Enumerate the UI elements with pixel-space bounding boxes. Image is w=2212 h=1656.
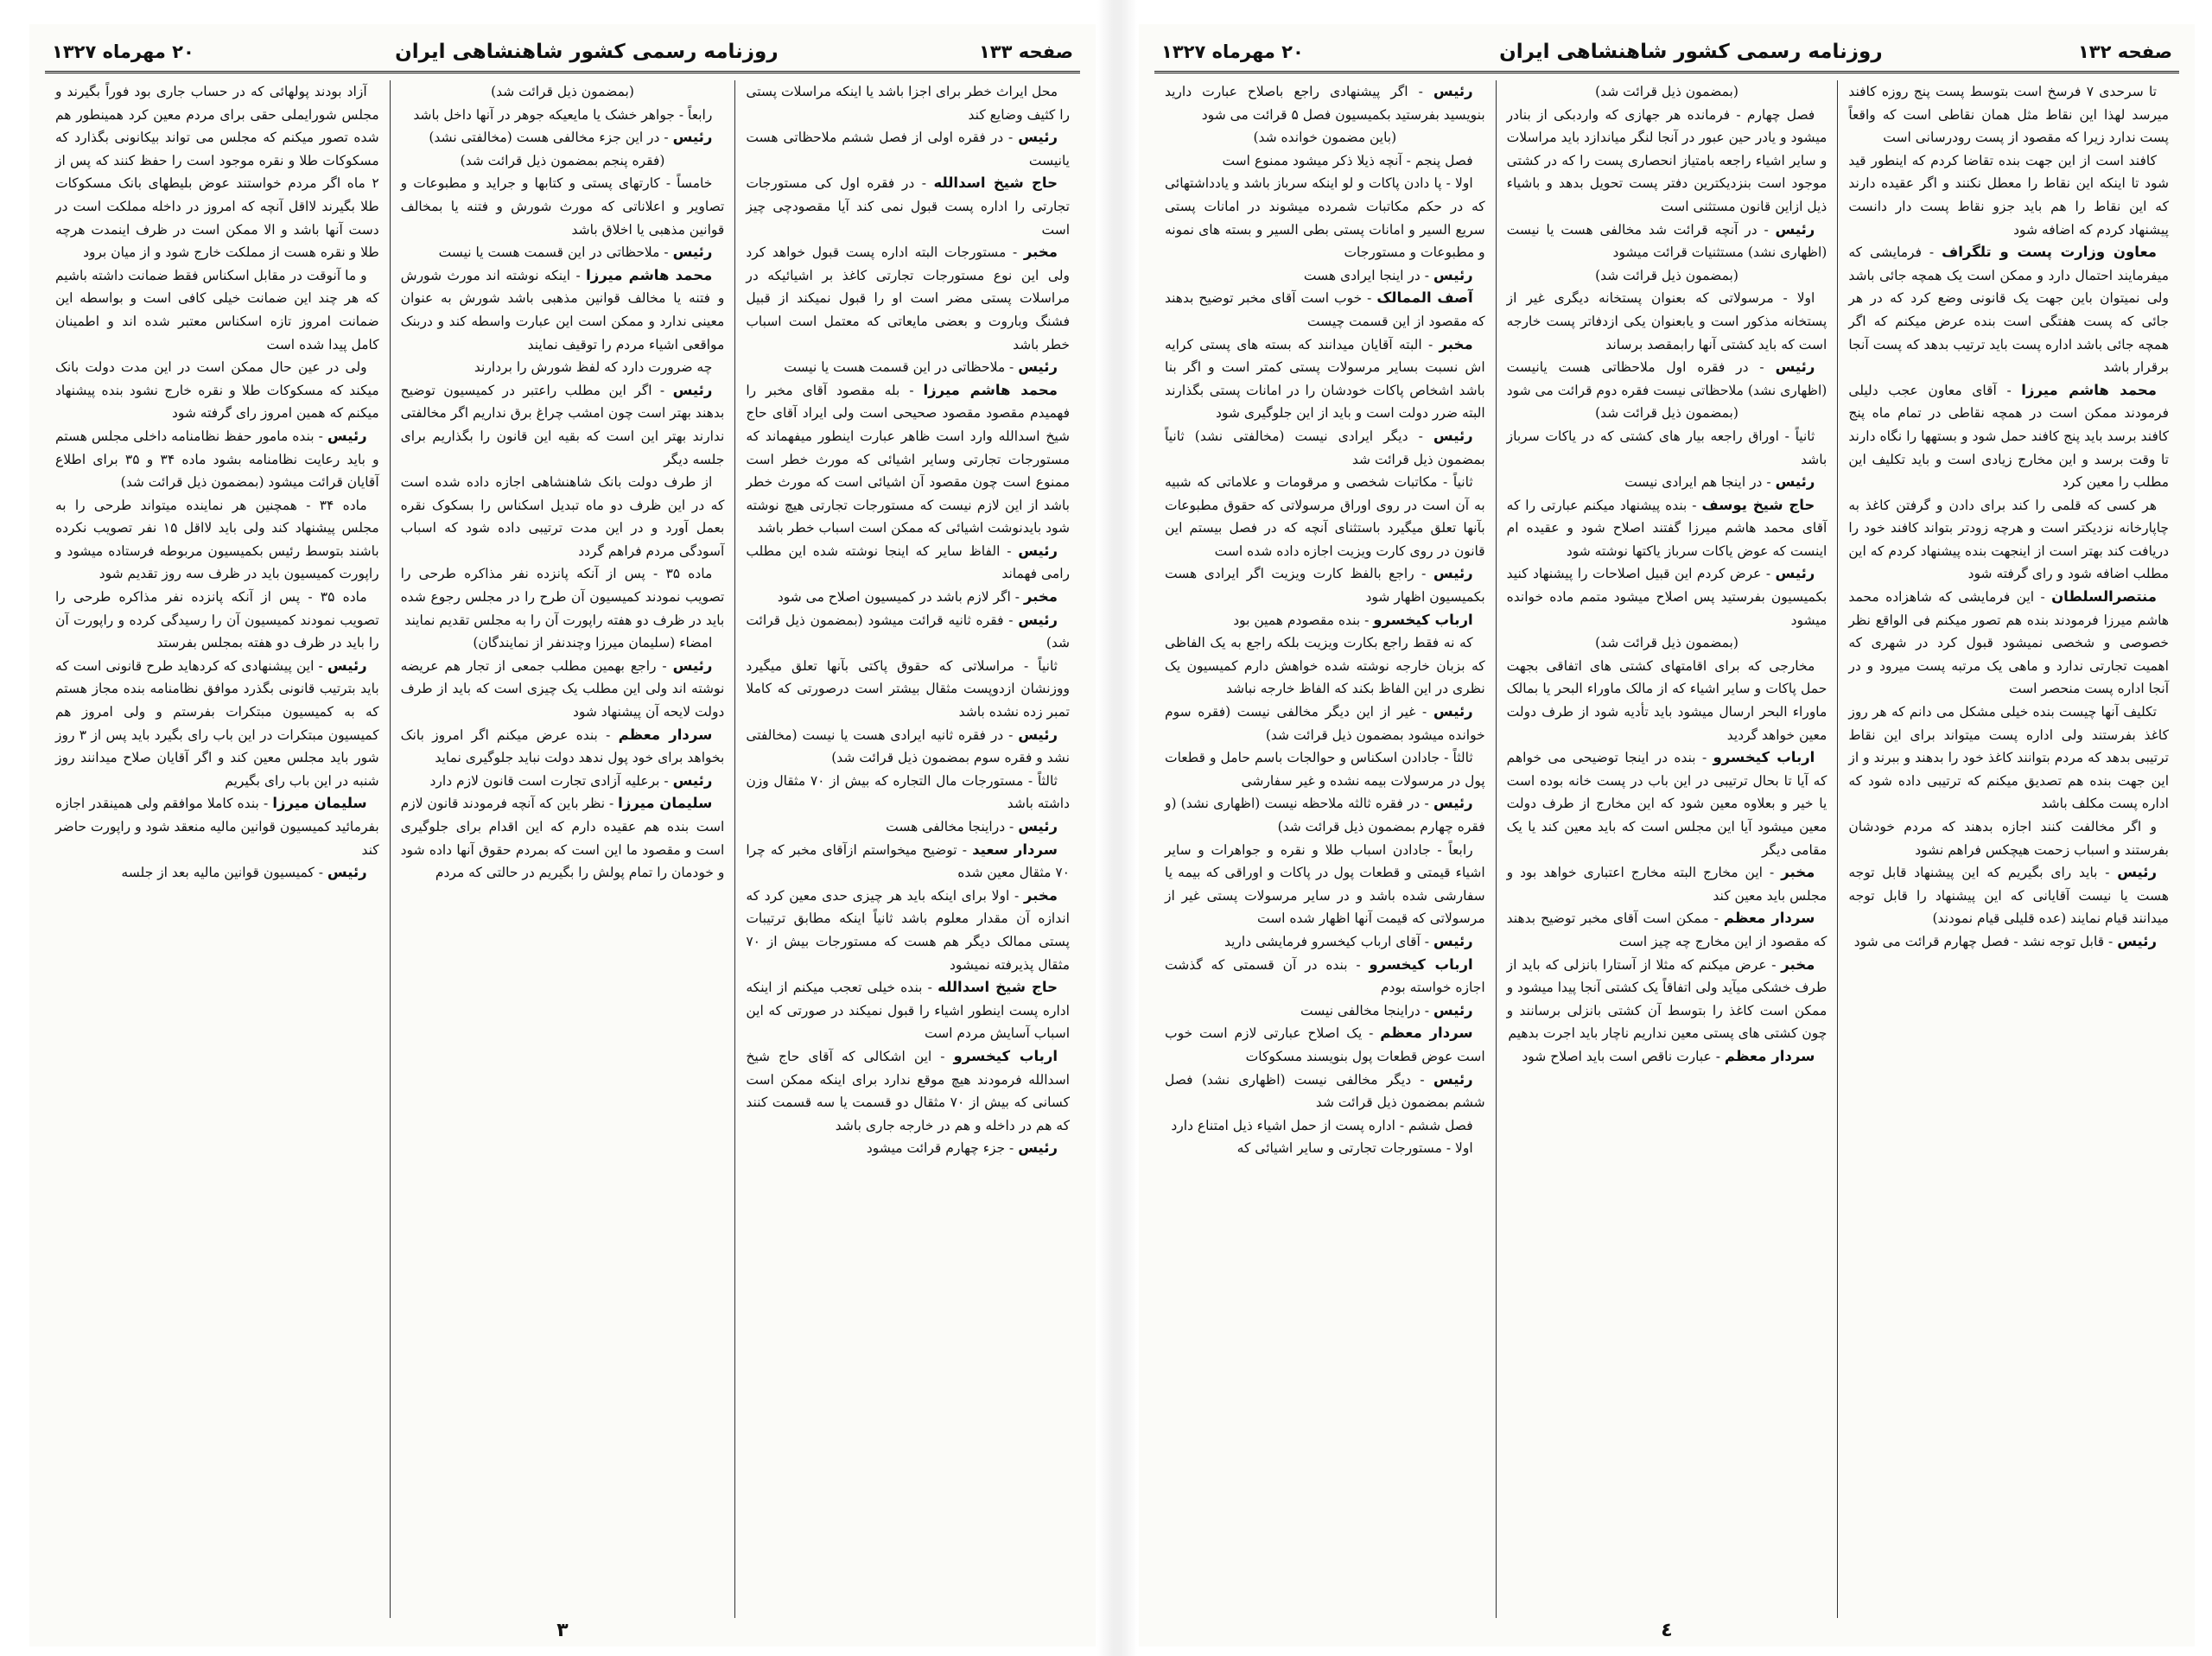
speaker-name: مخبر: [1781, 864, 1815, 881]
page-132: [1139, 24, 2195, 1646]
speaker-name: ارباب کیخسرو: [953, 1047, 1058, 1064]
text-paragraph: [401, 149, 725, 173]
paragraph-text: - اگر لازم باشد در کمیسیون اصلاح می شود: [777, 589, 1020, 606]
speaker-paragraph: [746, 815, 1070, 839]
speaker-name: رئیس: [2117, 932, 2157, 949]
speaker-paragraph: [1165, 999, 1485, 1023]
speaker-name: رئیس: [327, 864, 367, 881]
paragraph-text: - بنده در آن قسمتی که گذشت اجازه خواسته بودم: [1164, 956, 1485, 996]
paragraph-text: - بنده مقصودم همین بود: [1233, 612, 1370, 628]
speaker-paragraph: [1848, 861, 2169, 930]
text-paragraph: [1848, 80, 2169, 149]
speaker-paragraph: [1507, 907, 1827, 953]
paragraph-text: - ملاحظاتی در این قسمت هست یا نیست: [784, 359, 1014, 376]
paragraph-text: - قابل توجه نشد - فصل چهارم قرائت می شود: [1853, 933, 2113, 949]
paragraph-text: - نظر باین که آنچه فرمودند قانون لازم است بنده هم عقیده دارم که این اقدام برای جلوگیری است و مقصود ما این است که بمردم حقوق آنها داده شود و خودمان را تمام پولش را بگیریم در حالتی که مردم: [400, 796, 725, 881]
speaker-paragraph: [1165, 287, 1485, 333]
text-paragraph: [401, 356, 725, 379]
speaker-name: رئیس: [672, 129, 713, 146]
paragraph-text: چه ضرورت دارد که لفظ شورش را بردارند: [474, 359, 713, 376]
paragraph-text: هر کسی که قلمی را کند برای دادن و گرفتن کاغذ به چاپارخانه نزدیکتر است و هرچه زودتر بتواند کافند خود را دریافت کند بهتر است از اینجهت بنده پیشنهاد کردم که این مطلب اضافه شود و رای گرفته شود: [1848, 497, 2169, 582]
text-paragraph: [401, 562, 725, 631]
speaker-name: محمد هاشم میرزا: [2021, 381, 2157, 398]
speaker-paragraph: [1165, 1069, 1485, 1114]
speaker-name: مخبر: [1781, 955, 1815, 973]
speaker-paragraph: [1165, 954, 1485, 999]
text-paragraph: [1507, 80, 1827, 104]
paragraph-text: - خوب است آقای مخبر توضیح بدهند که مقصود از این قسمت چیست: [1164, 290, 1485, 329]
page-header: [1154, 33, 2179, 73]
folio: ٤: [1661, 1620, 1673, 1641]
paragraph-text: (باین مضمون خوانده شد): [1253, 130, 1397, 146]
paragraph-text: - در فقره ثانیه ایرادی هست یا نیست (مخالفتی نشد و فقره سوم بمضمون ذیل قرائت شد): [746, 726, 1070, 766]
issue-date: ۲۰ مهرماه ۱۳۲۷: [52, 41, 194, 62]
folio: ٣: [556, 1620, 569, 1641]
speaker-name: رئیس: [1775, 473, 1815, 491]
text-paragraph: [1165, 839, 1485, 930]
speaker-paragraph: [1165, 264, 1485, 288]
paragraph-text: - بنده پیشنهاد میکنم عبارتی را که آقای محمد هاشم میرزا گفتند اصلاح شود و عقیده ام اینست که عوض یاکات سرباز یاکتها نوشته شود: [1506, 497, 1827, 559]
paragraph-text: - بنده عرض میکنم اگر امروز بانک بخواهد برای خود پول ندهد دولت نباید جلوگیری نماید: [400, 726, 725, 766]
paragraph-text: (فقره پنجم بمضمون ذیل قرائت شد): [460, 152, 665, 168]
speaker-paragraph: [401, 770, 725, 793]
page-header: [45, 33, 1080, 73]
paragraph-text: - بنده کاملا موافقم ولی همینقدر اجازه بفرمائید کمیسیون قوانین مالیه منعقد شود و راپورت حاضر کند: [54, 796, 379, 858]
speaker-paragraph: [401, 264, 725, 356]
speaker-name: سلیمان میرزا: [272, 795, 367, 812]
speaker-name: رئیس: [1018, 358, 1058, 376]
text-paragraph: [1165, 1137, 1485, 1160]
text-paragraph: [1848, 701, 2169, 815]
speaker-name: رئیس: [1775, 358, 1815, 376]
speaker-name: رئیس: [1433, 703, 1473, 720]
text-paragraph: [401, 80, 725, 104]
speaker-paragraph: [401, 792, 725, 884]
paragraph-text: فصل پنجم - آنچه ذیلا ذکر میشود ممنوع است: [1222, 152, 1473, 168]
paragraph-text: - عرض میکنم که مثلا از آستارا بانزلی که باید از طرف خشکی میآید ولی اتفاقاً یک کشتی آنجا پیدا میشود و ممکن است کاغذ را بتوسط آن کشتی بانزلی برسانند و چون کشتی های پستی معین نداریم ناچار باید اجرت بدهیم: [1506, 956, 1827, 1042]
paragraph-text: - در این جزء مخالفی هست (مخالفتی نشد): [429, 130, 669, 146]
speaker-name: محمد هاشم میرزا: [586, 266, 713, 283]
speaker-paragraph: [746, 379, 1070, 540]
speaker-paragraph: [1507, 954, 1827, 1045]
speaker-name: سلیمان میرزا: [618, 795, 713, 812]
paragraph-text: - در فقره اولی از فصل ششم ملاحظاتی هست یانیست: [746, 130, 1070, 168]
speaker-name: رئیس: [1018, 1139, 1058, 1157]
paragraph-text: - دراینجا مخالفی هست: [886, 819, 1014, 834]
speaker-name: سردار معظم: [1723, 910, 1815, 927]
paragraph-text: رابعاً - جواهر خشک یا مایعیکه جوهر در آنها داخل باشد: [413, 106, 713, 123]
paragraph-text: (بمضمون ذیل قرائت شد): [1595, 84, 1738, 99]
speaker-paragraph: [1165, 701, 1485, 746]
text-columns: [1154, 80, 2179, 1618]
speaker-paragraph: [401, 126, 725, 149]
speaker-name: رئیس: [672, 381, 713, 398]
paragraph-text: ثالثاً - جادادن اسکناس و حوالجات باسم حامل و قطعات پول در مرسولات بیمه نشده و غیر سفارشی: [1164, 750, 1485, 789]
speaker-name: سردار معظم: [618, 726, 713, 743]
speaker-name: رئیس: [1433, 266, 1473, 283]
text-paragraph: [401, 172, 725, 241]
text-paragraph: [1165, 149, 1485, 173]
paragraph-text: محل ایراث خطر برای اجزا باشد یا اینکه مراسلات پستی را کثیف وضایع کند: [746, 84, 1070, 123]
paragraph-text: - غیر از این دیگر مخالفی نیست (فقره سوم خوانده میشود بمضمون ذیل قرائت شد): [1164, 704, 1485, 743]
text-paragraph: [55, 494, 379, 586]
speaker-paragraph: [1507, 562, 1827, 631]
issue-date: ۲۰ مهرماه ۱۳۲۷: [1161, 41, 1304, 62]
speaker-name: ارباب کیخسرو: [1369, 955, 1473, 973]
paragraph-text: ثالثاً - مستورجات مال التجاره که بیش از ۷۰ مثقال وزن داشته باشد: [746, 772, 1070, 812]
paragraph-text: - آقای ارباب کیخسرو فرمایشی دارید: [1224, 933, 1429, 949]
paragraph-text: ثانیاً - اوراق راجعه بیار های کشتی که در یاکات سرباز باشد: [1506, 428, 1827, 467]
speaker-name: آصف الممالک: [1376, 289, 1473, 307]
text-paragraph: [1165, 126, 1485, 149]
text-paragraph: [1848, 815, 2169, 861]
text-paragraph: [1165, 746, 1485, 792]
text-paragraph: [55, 586, 379, 655]
paragraph-text: اولا - پا دادن پاکات و لو اینکه سرباز باشد و یادداشتهائی که در حکم مکاتبات شمرده میشوند در امانات پستی سریع السیر و امانات پستی بطی السیر و بسته های نمونه و مطبوعات و مستورجات: [1164, 175, 1485, 261]
paragraph-text: - در اینجا هم ایرادی نیست: [1624, 474, 1771, 491]
speaker-paragraph: [746, 609, 1070, 655]
speaker-name: رئیس: [1018, 726, 1058, 743]
speaker-paragraph: [55, 655, 379, 793]
speaker-name: رئیس: [2117, 864, 2157, 881]
speaker-paragraph: [1165, 562, 1485, 608]
paragraph-text: - دیگر ایرادی نیست (مخالفتی نشد) ثانیاً بمضمون ذیل قرائت شد: [1164, 428, 1485, 467]
speaker-name: ارباب کیخسرو: [1713, 749, 1815, 766]
paragraph-text: - فرمایشی که میفرمایند احتمال دارد و ممکن است یک همچه جائی باشد ولی نمیتوان باین جهت یک قانونی وضع کرد که در هر جائی که پست هفتگی است بنده عرض میکنم که اگر همچه جائی باشد اداره پست باید ترتیب بدهد که پست آنجا برقرار باشد: [1848, 244, 2169, 376]
speaker-paragraph: [55, 861, 379, 885]
paragraph-text: ماده ۳۵ - پس از آنکه پانزده نفر مذاکره طرحی را تصویب نمودند کمیسیون آن را رسیدگی کرده و راپورت آن را باید در ظرف دو هفته بمجلس بفرستد: [54, 589, 379, 651]
speaker-paragraph: [1165, 1022, 1485, 1068]
column-1: [734, 80, 1080, 1618]
speaker-name: منتصرالسلطان: [2051, 588, 2157, 606]
paragraph-text: ثانیاً - مکاتبات شخصی و مرقومات و علاماتی که شبیه به آن است در روی اوراق مرسولاتی که حقوق مطبوعات بآنها تعلق میگیرد باستثنای آنچه که در فصل بیستم این قانون در روی کارت ویزیت اجازه داده شده است: [1164, 474, 1485, 559]
text-paragraph: [1507, 425, 1827, 471]
text-columns: [45, 80, 1080, 1618]
paragraph-text: - الفاظ سایر که اینجا نوشته شده این مطلب رامی فهماند: [746, 542, 1070, 582]
paragraph-text: ماده ۳۴ - همچنین هر نماینده میتواند طرحی را به مجلس پیشنهاد کند ولی باید لااقل ۱۵ نفر تصویب نکرده باشند بتوسط رئیس بکمیسیون مربوطه فرستاده میشود و راپورت کمیسیون باید در ظرف سه روز تقدیم شود: [54, 497, 379, 582]
text-paragraph: [1507, 402, 1827, 425]
text-paragraph: [1165, 1114, 1485, 1138]
speaker-name: ارباب کیخسرو: [1373, 611, 1473, 628]
paragraph-text: - در اینجا ایرادی هست: [1303, 267, 1429, 283]
speaker-paragraph: [1165, 930, 1485, 954]
column-2: [390, 80, 735, 1618]
text-paragraph: [1507, 655, 1827, 746]
paragraph-text: ثانیاً - مراسلاتی که حقوق پاکتی بآنها تعلق میگیرد ووزنشان ازدوپست مثقال بیشتر است درصورتی که کاملا تمبر زده نشده باشد: [746, 657, 1070, 720]
paragraph-text: که نه فقط راجع بکارت ویزیت بلکه راجع به یک الفاظی که بزبان خارجه نوشته شده خواهش دارم کمیسیون یک نظری در این الفاظ بکند که الفاظ خارجه نباشد: [1164, 635, 1485, 697]
paragraph-text: اولا - مرسولاتی که بعنوان پستخانه دیگری غیر از پستخانه مذکور است و یابعنوان یکی ازدفاتر پست خارجه است که باید کشتی آنها رابمقصد برساند: [1506, 290, 1827, 352]
paragraph-text: - در فقره ثالثه ملاحظه نیست (اظهاری نشد) (و فقره چهارم بمضمون ذیل قرائت شد): [1164, 796, 1485, 834]
paragraph-text: خامساً - کارتهای پستی و کتابها و جراید و مطبوعات و تصاویر و اعلاناتی که مورث شورش و فتنه یا بمخالف قوانین مذهبی یا اخلاق باشد: [400, 175, 725, 238]
speaker-name: حاج شیخ اسدالله: [938, 979, 1058, 996]
speaker-name: رئیس: [1433, 427, 1473, 444]
speaker-name: رئیس: [1433, 83, 1473, 99]
paragraph-text: - عرض کردم این قبیل اصلاحات را پیشنهاد کنید بکمیسیون بفرستید پس اصلاح میشود متمم ماده خوانده میشود: [1506, 566, 1827, 628]
paragraph-text: - در فقره اول کی مستورجات تجارتی را اداره پست قبول نمی کند آیا مقصودچی چیز است: [746, 175, 1070, 238]
speaker-paragraph: [1848, 586, 2169, 701]
text-paragraph: [401, 471, 725, 562]
speaker-name: رئیس: [1433, 795, 1473, 812]
text-paragraph: [55, 356, 379, 425]
text-paragraph: [746, 80, 1070, 126]
column-1: [1837, 80, 2179, 1618]
speaker-paragraph: [746, 172, 1070, 241]
speaker-name: سردار معظم: [1380, 1025, 1473, 1042]
speaker-name: رئیس: [672, 657, 713, 674]
speaker-paragraph: [1507, 471, 1827, 494]
speaker-name: سردار سعید: [972, 841, 1058, 858]
paragraph-text: آزاد بودند پولهائی که در حساب جاری بود فوراً بگیرند و مجلس شورایملی حقی برای مردم معین کرد همینطور هم شده تصور میکنم که مجلس می تواند بیکانونی بگذارد که مسکوکات طلا و نقره موجود است را حفظ کنند که پس از ۲ ماه اگر مردم خواستند عوض بلیطهای بانک مسکوکات طلا بگیرند لااقل آنچه که امروز در داخله مملکت است در دست آنها باشد و الا ممکن است در ظرف اینمدت هرچه طلا و نقره هست از مملکت خارج شود و از میان برود: [54, 84, 379, 261]
paragraph-text: اولا - مستورجات تجارتی و سایر اشیائی که: [1236, 1140, 1473, 1157]
paragraph-text: - این مخارج البته مخارج اعتباری خواهد بود و مجلس باید معین کند: [1506, 865, 1827, 904]
speaker-name: سردار معظم: [1724, 1047, 1815, 1064]
book-gutter: [1097, 0, 1137, 1656]
page-number: صفحه ۱۳۲: [2077, 41, 2172, 62]
paragraph-text: تا سرحدی ۷ فرسخ است بتوسط پست پنج روزه کافند میرسد لهذا این نقاط مثل همان نقاطی است که واقعاً پست ندارد زیرا که مقصود از پست رودرسانی است: [1848, 84, 2169, 146]
paragraph-text: - بنده مامور حفظ نظامنامه داخلی مجلس هستم و باید رعایت نظامنامه بشود ماده ۳۴ و ۳۵ برای اطلاع آقایان قرائت میشود (بمضمون ذیل قرائت شد): [54, 428, 379, 491]
speaker-paragraph: [1165, 425, 1485, 471]
speaker-name: رئیس: [672, 244, 713, 261]
paragraph-text: - این اشکالی که آقای حاج شیخ اسدالله فرمودند هیچ موقع ندارد برای اینکه ممکن است کسانی که بیش از ۷۰ مثقال دو قسمت یا سه قسمت کنند که هم در داخله و هم در خارجه جاری باشد: [746, 1048, 1070, 1133]
paragraph-text: (بمضمون ذیل قرائت شد): [1595, 405, 1738, 422]
paragraph-text: - کمیسیون قوانین مالیه بعد از جلسه: [121, 865, 323, 881]
text-paragraph: [1507, 264, 1827, 288]
paragraph-text: از طرف دولت بانک شاهنشاهی اجازه داده شده است که در این ظرف دو ماه تبدیل اسکناس را بسکوک نقره بعمل آورد و در این مدت ترتیبی داده شود که اسباب آسودگی مردم فراهم گردد: [400, 474, 725, 559]
paragraph-text: کافند است از این جهت بنده تقاضا کردم که اینطور قید شود تا اینکه این نقاط را معطل نکنند و اگر عقیده دارند که این نقاط را هم باید جزو نقاط پست دار دانست پیشنهاد کردم که اضافه شود: [1848, 152, 2169, 238]
text-paragraph: [746, 770, 1070, 815]
text-paragraph: [401, 631, 725, 655]
paragraph-text: - این فرمایشی که شاهزاده محمد هاشم میرزا فرمودند بنده هم تصور میکنم فی الواقع نظر خصوصی و شخصی نمیشود قبول کرد در شهری که اهمیت تجارتی ندارد و ماهی یک مرتبه پست میرود و در آنجا اداره پست منحصر است: [1848, 589, 2169, 697]
paragraph-text: - راجع بهمین مطلب جمعی از تجار هم عریضه نوشته اند ولی این مطلب یک چیزی است که باید از طرف دولت لایحه آن پیشنهاد شود: [400, 657, 725, 720]
speaker-name: رئیس: [672, 771, 713, 789]
speaker-name: مخبر: [1023, 886, 1058, 904]
speaker-paragraph: [1507, 746, 1827, 861]
speaker-name: مخبر: [1023, 244, 1058, 261]
speaker-name: رئیس: [1018, 129, 1058, 146]
speaker-paragraph: [1507, 494, 1827, 563]
speaker-name: رئیس: [1018, 542, 1058, 559]
speaker-name: رئیس: [1775, 565, 1815, 582]
speaker-paragraph: [746, 356, 1070, 379]
paragraph-text: - اگر این مطلب راعتبر در کمیسیون توضیح بدهند بهتر است چون امشب چراغ برق نداریم اگر مخالفتی ندارند بهتر این است که بقیه این قانون را بگذاریم برای جلسه دیگر: [400, 382, 725, 467]
page-133: [29, 24, 1096, 1646]
gazette-title: روزنامه رسمی کشور شاهنشاهی ایران: [395, 41, 779, 63]
speaker-paragraph: [55, 792, 379, 861]
paragraph-text: تکلیف آنها چیست بنده خیلی مشکل می دانم که هر روز کاغذ بفرستند ولی اداره پست میتواند برای این نقاط ترتیبی بدهد که مردم بتوانند کاغذ خود را بدهند و ببرند و از این جهت بنده هم تصدیق میکنم که ترتیبی داده شود که اداره پست مکلف باشد: [1848, 704, 2169, 812]
speaker-paragraph: [401, 724, 725, 770]
paragraph-text: - باید رای بگیریم که این پیشنهاد قابل توجه هست یا نیست آقایانی که این پیشنهاد را قابل توجه میدانند قیام نمایند (عده قلیلی قیام نمودند): [1848, 865, 2169, 927]
text-paragraph: [55, 264, 379, 356]
speaker-name: محمد هاشم میرزا: [923, 381, 1058, 398]
paragraph-text: - یک اصلاح عبارتی لازم است خوب است عوض قطعات پول بنویسند مسکوکات: [1164, 1025, 1485, 1064]
speaker-paragraph: [746, 839, 1070, 885]
speaker-paragraph: [1507, 219, 1827, 264]
speaker-name: مخبر: [1439, 335, 1473, 352]
paragraph-text: - بنده در اینجا توضیحی می خواهم که آیا تا بحال ترتیبی در این باب در پست خانه بوده است یا خیر و بعلاوه معین شود که این مخارج از طرف دولت معین میشود آیا این مجلس است که باید معین کند یا یک مقامی دیگر: [1506, 750, 1827, 858]
speaker-name: رئیس: [1433, 1001, 1473, 1018]
text-paragraph: [1507, 631, 1827, 655]
column-2: [1496, 80, 1838, 1618]
speaker-name: رئیس: [1018, 611, 1058, 628]
speaker-paragraph: [746, 126, 1070, 172]
paragraph-text: مخارجی که برای اقامتهای کشتی های اتفاقی بجهت حمل پاکات و سایر اشیاء که از مالک ماوراء البحر یا بمالک ماوراء البحر ارسال میشود باید تأدیه شود از طرف دولت معین خواهد گردید: [1506, 657, 1827, 743]
text-paragraph: [1165, 631, 1485, 701]
paragraph-text: - دیگر مخالفی نیست (اظهاری نشد) فصل ششم بمضمون ذیل قرائت شد: [1164, 1071, 1485, 1111]
text-paragraph: [1848, 494, 2169, 586]
column-3: [45, 80, 390, 1618]
speaker-paragraph: [401, 379, 725, 471]
text-paragraph: [1507, 104, 1827, 219]
paragraph-text: - اگر پیشنهادی راجع باصلاح عبارت دارید بنویسید بفرستید بکمیسیون فصل ۵ قرائت می شود: [1164, 84, 1485, 123]
gazette-title: روزنامه رسمی کشور شاهنشاهی ایران: [1499, 41, 1883, 63]
text-paragraph: [1165, 172, 1485, 263]
speaker-paragraph: [746, 1137, 1070, 1160]
text-paragraph: [401, 104, 725, 127]
speaker-paragraph: [746, 1045, 1070, 1137]
speaker-paragraph: [746, 241, 1070, 356]
column-3: [1154, 80, 1496, 1618]
speaker-name: حاج شیخ اسدالله: [933, 174, 1058, 192]
speaker-paragraph: [746, 586, 1070, 609]
speaker-name: رئیس: [1018, 818, 1058, 834]
paragraph-text: - توضیح میخواستم ازآقای مخبر که چرا ۷۰ مثقال معین شده: [746, 841, 1070, 881]
paragraph-text: (بمضمون ذیل قرائت شد): [491, 84, 634, 99]
speaker-paragraph: [1507, 1045, 1827, 1069]
paragraph-text: - عبارت ناقص است باید اصلاح شود: [1522, 1048, 1720, 1064]
speaker-name: مخبر: [1023, 588, 1058, 606]
speaker-paragraph: [1848, 379, 2169, 494]
speaker-paragraph: [1165, 333, 1485, 425]
speaker-paragraph: [1165, 80, 1485, 126]
speaker-name: رئیس: [327, 427, 367, 444]
paragraph-text: فصل چهارم - فرمانده هر جهازی که واردبکی از بنادر میشود و یادر حین عبور در آنجا لنگر میاندازد باید مراسلات و سایر اشیاء راجعه بامتیاز انحصاری پست را که در کشتی موجود است بنزدیکترین دفتر پست تحویل بدهد و باشیاء ذیل ازاین قانون مستثنی است: [1506, 106, 1827, 214]
paragraph-text: ولی در عین حال ممکن است در این مدت دولت بانک میکند که مسکوکات طلا و نقره خارج نشود بنده پیشنهاد میکنم که همین امروز رای گرفته شود: [54, 359, 379, 422]
page-number: صفحه ۱۳۳: [978, 41, 1073, 62]
paragraph-text: ماده ۳۵ - پس از آنکه پانزده نفر مذاکره طرحی را تصویب نمودند کمیسیون آن طرح را در مجلس رجوع شده باید در ظرف دو هفته راپورت آن را به مجلس تقدیم نمایند: [400, 566, 725, 628]
paragraph-text: امضاء (سلیمان میرزا وچندنفر از نمایندگان): [473, 635, 713, 651]
paragraph-text: - اینکه نوشته اند مورث شورش و فتنه یا مخالف قوانین مذهبی باشد شورش به عنوان معینی ندارد و ممکن است این عبارت واسطه کند و دربنک مواقعی اشیاء مردم را توقیف نمایند: [400, 267, 725, 352]
speaker-paragraph: [1165, 792, 1485, 838]
speaker-name: معاون وزارت پست و تلگراف: [1942, 244, 2157, 261]
speaker-name: رئیس: [327, 657, 367, 674]
speaker-paragraph: [1848, 930, 2169, 954]
speaker-name: رئیس: [1775, 220, 1815, 238]
text-paragraph: [1165, 471, 1485, 562]
speaker-paragraph: [1165, 609, 1485, 632]
text-paragraph: [55, 80, 379, 264]
speaker-name: رئیس: [1433, 1070, 1473, 1088]
paragraph-text: - اولا برای اینکه باید هر چیزی حدی معین کرد که اندازه آن مقدار معلوم باشد ثانیاً اینکه مطابق ترتیبات پستی ممالک دیگر هم هست که مستورجات بیش از ۷۰ مثقال پذیرفته نمیشود: [746, 887, 1070, 973]
speaker-name: حاج شیخ یوسف: [1701, 496, 1815, 513]
speaker-name: رئیس: [1433, 565, 1473, 582]
paragraph-text: - در آنچه قرائت شد مخالفی هست یا نیست (اظهاری نشد) مستثنیات قرائت میشود: [1506, 221, 1827, 261]
paragraph-text: - بله مقصود آقای مخبر را فهمیدم مقصود مقصود صحیحی است ولی ایراد آقای حاج شیخ اسدالله وارد است ظاهر عبارت اینطور میفهماند که مستورجات تجارتی وسایر اشیائی که مورث خطر است ممنوع است چون مقصود آن اشیائی است که مورث خطر باشد از این لازم نیست که مستورجات تجارتی هیچ نوشته شود بایدنوشت اشیائی که ممکن است اسباب خطر باشد: [746, 382, 1070, 536]
paragraph-text: - البته آقایان میدانند که بسته های پستی کرایه اش نسبت بسایر مرسولات پستی کمتر است و اگر بنا باشد اشخاص پاکات خودشان را در امانات پستی بگذارند البته ضرر دولت است و باید از این جلوگیری شود: [1164, 336, 1485, 422]
speaker-paragraph: [1507, 861, 1827, 907]
paragraph-text: - بنده خیلی تعجب میکنم از اینکه اداره پست اینطور اشیاء را قبول نمیکند در صورتی که این اسباب آسایش مردم است: [746, 980, 1070, 1042]
paragraph-text: - آقای معاون عجب دلیلی فرمودند ممکن است در همچه نقاطی در تمام ماه پنج کافند برسد باید پنج کافند حمل شود و بستهها را نگاه دارند تا وقت برسد و این مخارج زیادی است و باید تکلیف این مطلب را معین کرد: [1848, 382, 2169, 491]
paragraph-text: - برعلیه آزادی تجارت است قانون لازم دارد: [429, 772, 669, 789]
paragraph-text: و اگر مخالفت کنند اجازه بدهند که مردم خودشان بفرستند و اسباب زحمت هیچکس فراهم نشود: [1848, 819, 2169, 858]
speaker-paragraph: [55, 425, 379, 494]
paragraph-text: (بمضمون ذیل قرائت شد): [1595, 267, 1738, 283]
speaker-paragraph: [1507, 356, 1827, 402]
paragraph-text: - در فقره اول ملاحظاتی هست یانیست (اظهاری نشد) ملاحظاتی نیست فقره دوم قرائت می شود: [1506, 359, 1827, 398]
speaker-paragraph: [746, 885, 1070, 976]
paragraph-text: - دراینجا مخالفی نیست: [1300, 1002, 1429, 1018]
paragraph-text: - این پیشنهادی که کردهاید طرح قانونی است که باید بترتیب قانونی بگذرد موافق نظامنامه بنده مجاز هستم که به کمیسیون مبتکرات بفرستم و ولی امروز هم کمیسیون مبتکرات در این باب رای بگیرد باید پس از ۳ روز شور باید مجلس معین کند و اگر آقایان صلاح میدانند روز شنبه در این باب رای بگیریم: [54, 657, 379, 789]
text-paragraph: [1848, 149, 2169, 241]
text-paragraph: [746, 655, 1070, 724]
paragraph-text: و ما آنوقت در مقابل اسکناس فقط ضمانت داشته باشیم که هر چند این ضمانت خیلی کافی است و بواسطه این ضمانت امروز تازه اسکناس معتبر شده اند و اطمینان کامل پیدا شده است: [54, 267, 379, 352]
speaker-name: رئیس: [1433, 932, 1473, 949]
speaker-paragraph: [1848, 241, 2169, 379]
speaker-paragraph: [746, 724, 1070, 770]
paragraph-text: - مستورجات البته اداره پست قبول خواهد کرد ولی این نوع مستورجات تجارتی کاغذ بر اشیائیکه در مراسلات پستی مضر است او را قبول نمیکند از قبیل فشنگ وباروت و بعضی مایعاتی که معتمل است اسباب خطر باشد: [746, 244, 1070, 352]
paragraph-text: (بمضمون ذیل قرائت شد): [1595, 635, 1738, 651]
speaker-paragraph: [401, 241, 725, 264]
paragraph-text: - راجع بالفظ کارت ویزیت اگر ایرادی هست بکمیسیون اظهار شود: [1164, 566, 1485, 606]
speaker-paragraph: [746, 976, 1070, 1045]
paragraph-text: - ملاحظاتی در این قسمت هست یا نیست: [438, 244, 669, 261]
paragraph-text: - فقره ثانیه قرائت میشود (بمضمون ذیل قرائت شد): [746, 612, 1070, 651]
text-paragraph: [1507, 287, 1827, 356]
speaker-paragraph: [401, 655, 725, 724]
paragraph-text: - ممکن است آقای مخبر توضیح بدهند که مقصود از این مخارج چه چیز است: [1506, 910, 1827, 949]
paragraph-text: رابعاً - جادادن اسباب طلا و نقره و جواهرات و سایر اشیاء قیمتی و قطعات پول در پاکات و اوراقی که بیمه یا سفارشی شده باشد و در سایر مرسولات پستی غیر از مرسولاتی که قیمت آنها اظهار شده است: [1164, 841, 1485, 927]
speaker-paragraph: [746, 540, 1070, 586]
paragraph-text: - جزء چهارم قرائت میشود: [866, 1140, 1014, 1157]
paragraph-text: فصل ششم - اداره پست از حمل اشیاء ذیل امتناع دارد: [1171, 1117, 1473, 1133]
